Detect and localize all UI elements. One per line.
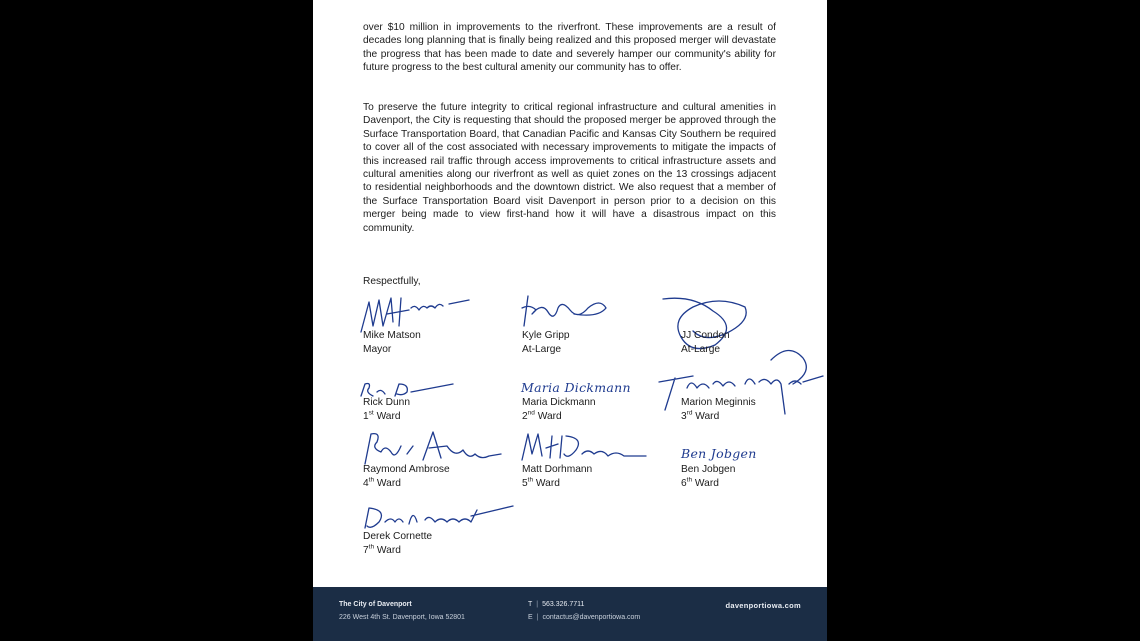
signatory-mike-matson (363, 329, 513, 356)
signatory-name: Mike Matson (363, 330, 421, 341)
signatory-title: At-Large (681, 343, 721, 355)
footer-address: 226 West 4th St. Davenport, Iowa 52801 (339, 614, 465, 621)
footer-email: E | contactus@davenportiowa.com (528, 614, 641, 621)
signatory-title: 5th Ward (522, 476, 560, 489)
signature-derek-cornette (359, 500, 519, 532)
signatory-matt-dorhmann (522, 463, 672, 490)
signature-matt-dorhmann (518, 430, 648, 464)
signatory-name: JJ Condon (681, 330, 730, 341)
signatory-ben-jobgen (681, 463, 827, 490)
signatory-name: Marion Meginnis (681, 397, 756, 408)
letter-page (313, 0, 827, 641)
signatory-name: Rick Dunn (363, 397, 410, 408)
signatory-raymond-ambrose (363, 463, 513, 490)
footer-phone: T | 563.326.7711 (528, 601, 585, 608)
signature-maria-dickmann: Maria Dickmann (521, 380, 631, 395)
letterhead-footer (313, 587, 827, 641)
signatory-title: 7th Ward (363, 543, 401, 556)
signatory-title: 4th Ward (363, 476, 401, 489)
signatory-name: Kyle Gripp (522, 330, 570, 341)
signatory-title: 6th Ward (681, 476, 719, 489)
signatory-title: 1st Ward (363, 409, 401, 422)
signature-kyle-gripp (518, 292, 613, 332)
signatory-name: Maria Dickmann (522, 397, 596, 408)
signatory-title: 2nd Ward (522, 409, 562, 422)
signature-ben-jobgen: Ben Jobgen (681, 446, 757, 461)
signatory-kyle-gripp (522, 329, 672, 356)
footer-city-name: The City of Davenport (339, 601, 412, 608)
signatory-name: Ben Jobgen (681, 464, 736, 475)
letter-paragraph-2: To preserve the future integrity to critical regional infrastructure and cultural amenities in Davenport, the City is requesting that should the proposed merger be approved through the Surface Transportation Board, that Canadian Pacific and Kansas City Southern be required to cover all of the cost associated with necessary improvements to mitigate the impacts of this increased rail traffic through access improvements to critical infrastructure assets and cultural amenities along our riverfront as well as quiet zones on the 13 crossings adjacent to residential neighborhoods and the downtown district. We also request that a member of the Surface Transportation Board visit Davenport in person prior to a decision on this merger being made to view first-hand how it will have a disastrous impact on this community. (363, 102, 776, 234)
signatory-derek-cornette (363, 530, 513, 557)
signatory-title: 3rd Ward (681, 409, 720, 422)
signatory-title: At-Large (522, 343, 562, 355)
email-address: contactus@davenportiowa.com (542, 614, 641, 621)
signatory-title: Mayor (363, 343, 392, 355)
signatory-rick-dunn (363, 396, 513, 423)
letter-paragraph-1: over $10 million in improvements to the riverfront. These improvements are a result of decades long planning that is finally being realized and this proposed merger will devastate the progress that has been made to date and severely hamper our community's ability for future progress to the best cultural amenity our community has to offer. (363, 22, 776, 74)
signatory-name: Derek Cornette (363, 531, 433, 542)
signatory-name: Matt Dorhmann (522, 464, 593, 475)
signatory-maria-dickmann (522, 396, 672, 423)
signature-raymond-ambrose (351, 424, 506, 468)
email-label: E (528, 614, 533, 621)
phone-label: T (528, 601, 533, 608)
signatory-name: Raymond Ambrose (363, 464, 450, 475)
phone-number: 563.326.7711 (542, 601, 585, 608)
signatory-marion-meginnis (681, 396, 827, 423)
footer-website: davenportiowa.com (725, 601, 801, 610)
signatory-jj-condon (681, 329, 827, 356)
closing-salutation: Respectfully, (363, 276, 421, 287)
